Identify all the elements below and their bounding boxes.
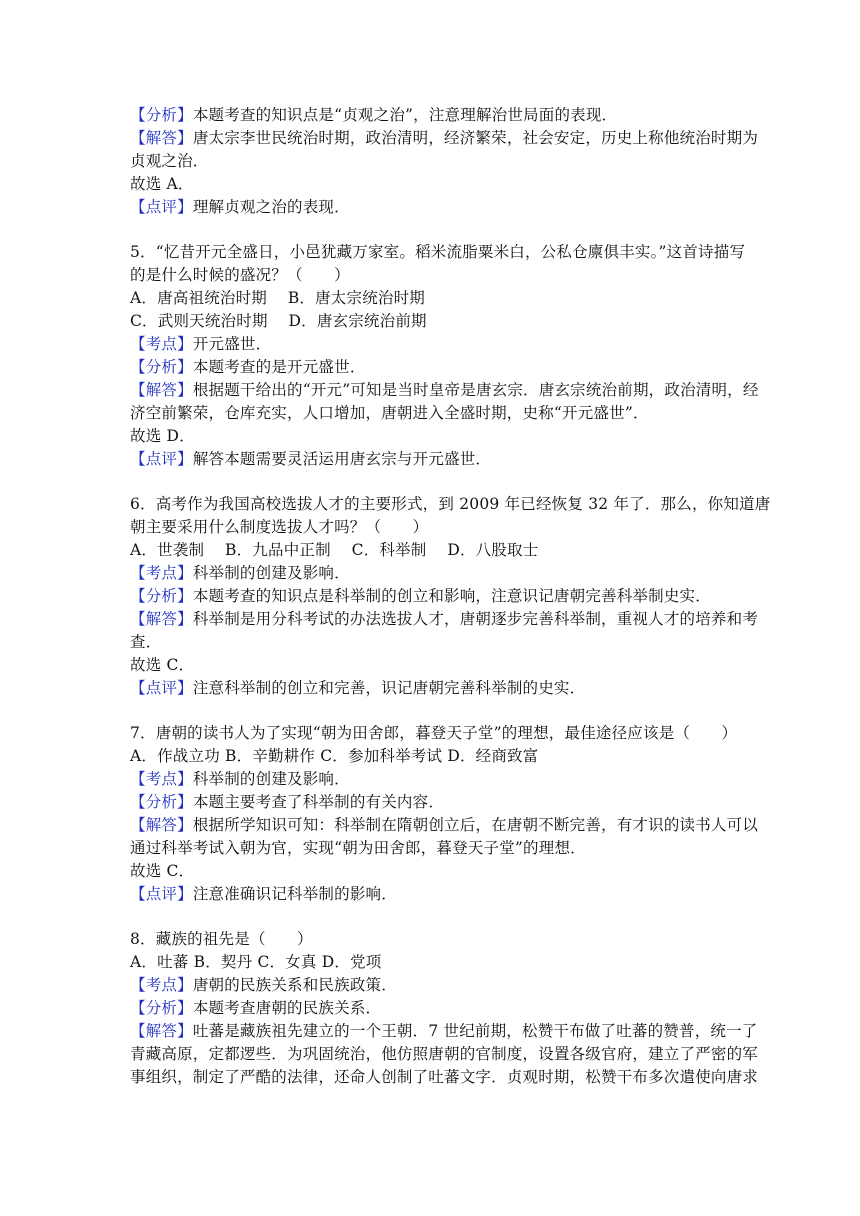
choice-line [130, 860, 740, 883]
comment-line [130, 448, 740, 471]
text: 查． [130, 633, 162, 651]
analysis-line [130, 791, 740, 814]
question-5-options-ab [130, 287, 740, 310]
knowledge-point-text: 唐朝的民族关系和民族政策． [192, 976, 397, 994]
question-text: 5．“忆昔开元全盛日，小邑犹藏万家室。稻米流脂粟米白，公私仓廪俱丰实。”这首诗描写 [130, 243, 746, 261]
analysis-tag: 【分析】 [130, 793, 193, 811]
analysis-text: 本题考查的知识点是“贞观之治”，注意理解治世局面的表现． [192, 106, 618, 124]
knowledge-point-line [130, 562, 740, 585]
question-5-stem [130, 241, 746, 264]
comment-line [130, 883, 740, 906]
comment-tag: 【点评】 [130, 679, 193, 697]
question-7-options [130, 745, 740, 768]
choice-text: 故选 C． [130, 656, 195, 674]
analysis-tag: 【分析】 [130, 999, 193, 1017]
answer-text: 唐太宗李世民统治时期，政治清明，经济繁荣，社会安定，历史上称他统治时期为 [192, 129, 759, 147]
knowledge-point-line [130, 974, 740, 997]
analysis-line [130, 997, 740, 1020]
answer-text: 科举制是用分科考试的办法选拔人才，唐朝逐步完善科举制，重视人才的培养和考 [192, 610, 759, 628]
answer-text: 根据题干给出的“开元”可知是当时皇帝是唐玄宗．唐玄宗统治前期，政治清明，经 [192, 381, 759, 399]
analysis-text: 本题考查的知识点是科举制的创立和影响，注意识记唐朝完善科举制史实． [192, 587, 711, 605]
analysis-text: 本题考查的是开元盛世． [192, 358, 366, 376]
comment-text: 理解贞观之治的表现． [192, 198, 350, 216]
answer-line [130, 379, 759, 402]
answer-line [130, 814, 759, 837]
knowledge-point-text: 科举制的创建及影响． [192, 770, 350, 788]
options-text: C．武则天统治时期 D．唐玄宗统治前期 [130, 312, 427, 330]
question-7-stem [130, 722, 740, 745]
options-text: A．吐蕃 B．契丹 C．女真 D．党项 [130, 953, 382, 971]
answer-tag: 【解答】 [130, 610, 193, 628]
analysis-line [130, 104, 740, 127]
text-line [130, 837, 740, 860]
question-text: 7．唐朝的读书人为了实现“朝为田舍郎，暮登天子堂”的理想，最佳途径应该是（ ） [130, 724, 738, 742]
text: 通过科举考试入朝为官，实现“朝为田舍郎，暮登天子堂”的理想． [130, 839, 586, 857]
knowledge-point-tag: 【考点】 [130, 564, 193, 582]
question-5-stem-cont [130, 264, 740, 287]
text-line [130, 1066, 759, 1089]
answer-tag: 【解答】 [130, 381, 193, 399]
analysis-tag: 【分析】 [130, 358, 193, 376]
comment-tag: 【点评】 [130, 885, 193, 903]
answer-line [130, 127, 759, 150]
knowledge-point-tag: 【考点】 [130, 335, 193, 353]
question-6-stem-cont [130, 516, 740, 539]
text-line [130, 150, 740, 173]
analysis-tag: 【分析】 [130, 106, 193, 124]
knowledge-point-text: 科举制的创建及影响． [192, 564, 350, 582]
analysis-text: 本题考查唐朝的民族关系． [192, 999, 382, 1017]
options-text: A．唐高祖统治时期 B．唐太宗统治时期 [130, 289, 426, 307]
question-text: 的是什么时候的盛况？（ ） [130, 266, 350, 284]
choice-text: 故选 C． [130, 862, 195, 880]
comment-text: 注意准确识记科举制的影响． [192, 885, 397, 903]
options-text: A．作战立功 B．辛勤耕作 C．参加科举考试 D．经商致富 [130, 747, 539, 765]
answer-tag: 【解答】 [130, 1022, 193, 1040]
choice-line [130, 173, 740, 196]
question-8-stem [130, 928, 740, 951]
text-line [130, 402, 740, 425]
question-8-options [130, 951, 740, 974]
text: 济空前繁荣，仓库充实，人口增加，唐朝进入全盛时期，史称“开元盛世”． [130, 404, 649, 422]
knowledge-point-line [130, 768, 740, 791]
question-text: 8．藏族的祖先是（ ） [130, 930, 313, 948]
answer-text: 根据所学知识可知：科举制在隋朝创立后，在唐朝不断完善，有才识的读书人可以 [192, 816, 759, 834]
text-line [130, 631, 740, 654]
answer-text: 吐蕃是藏族祖先建立的一个王朝．7 世纪前期，松赞干布做了吐蕃的赞普，统一了 [192, 1022, 758, 1040]
comment-line [130, 677, 740, 700]
knowledge-point-tag: 【考点】 [130, 976, 193, 994]
options-text: A．世袭制 B．九品中正制 C．科举制 D．八股取士 [130, 541, 539, 559]
text: 青藏高原，定都逻些．为巩固统治，他仿照唐朝的官制度，设置各级官府，建立了严密的军 [130, 1045, 759, 1063]
question-6-stem [130, 493, 771, 516]
knowledge-point-line [130, 333, 740, 356]
comment-line [130, 196, 740, 219]
question-text: 朝主要采用什么制度选拔人才吗？（ ） [130, 518, 429, 536]
answer-line [130, 1020, 758, 1043]
choice-text: 故选 A． [130, 175, 194, 193]
knowledge-point-text: 开元盛世． [192, 335, 272, 353]
choice-text: 故选 D． [130, 427, 195, 445]
question-text: 6．高考作为我国高校选拔人才的主要形式，到 2009 年已经恢复 32 年了．那么，你知道唐 [130, 495, 771, 513]
text: 贞观之治． [130, 152, 209, 170]
question-5-options-cd [130, 310, 740, 333]
analysis-line [130, 356, 740, 379]
question-6-options [130, 539, 740, 562]
answer-tag: 【解答】 [130, 816, 193, 834]
text-line [130, 1043, 759, 1066]
choice-line [130, 654, 740, 677]
text: 事组织，制定了严酷的法律，还命人创制了吐蕃文字．贞观时期，松赞干布多次遣使向唐求 [130, 1068, 759, 1086]
comment-text: 注意科举制的创立和完善，识记唐朝完善科举制的史实． [192, 679, 586, 697]
comment-tag: 【点评】 [130, 198, 193, 216]
choice-line [130, 425, 740, 448]
analysis-tag: 【分析】 [130, 587, 193, 605]
answer-line [130, 608, 759, 631]
knowledge-point-tag: 【考点】 [130, 770, 193, 788]
analysis-line [130, 585, 740, 608]
comment-text: 解答本题需要灵活运用唐玄宗与开元盛世． [192, 450, 492, 468]
analysis-text: 本题主要考查了科举制的有关内容． [192, 793, 445, 811]
comment-tag: 【点评】 [130, 450, 193, 468]
answer-tag: 【解答】 [130, 129, 193, 147]
